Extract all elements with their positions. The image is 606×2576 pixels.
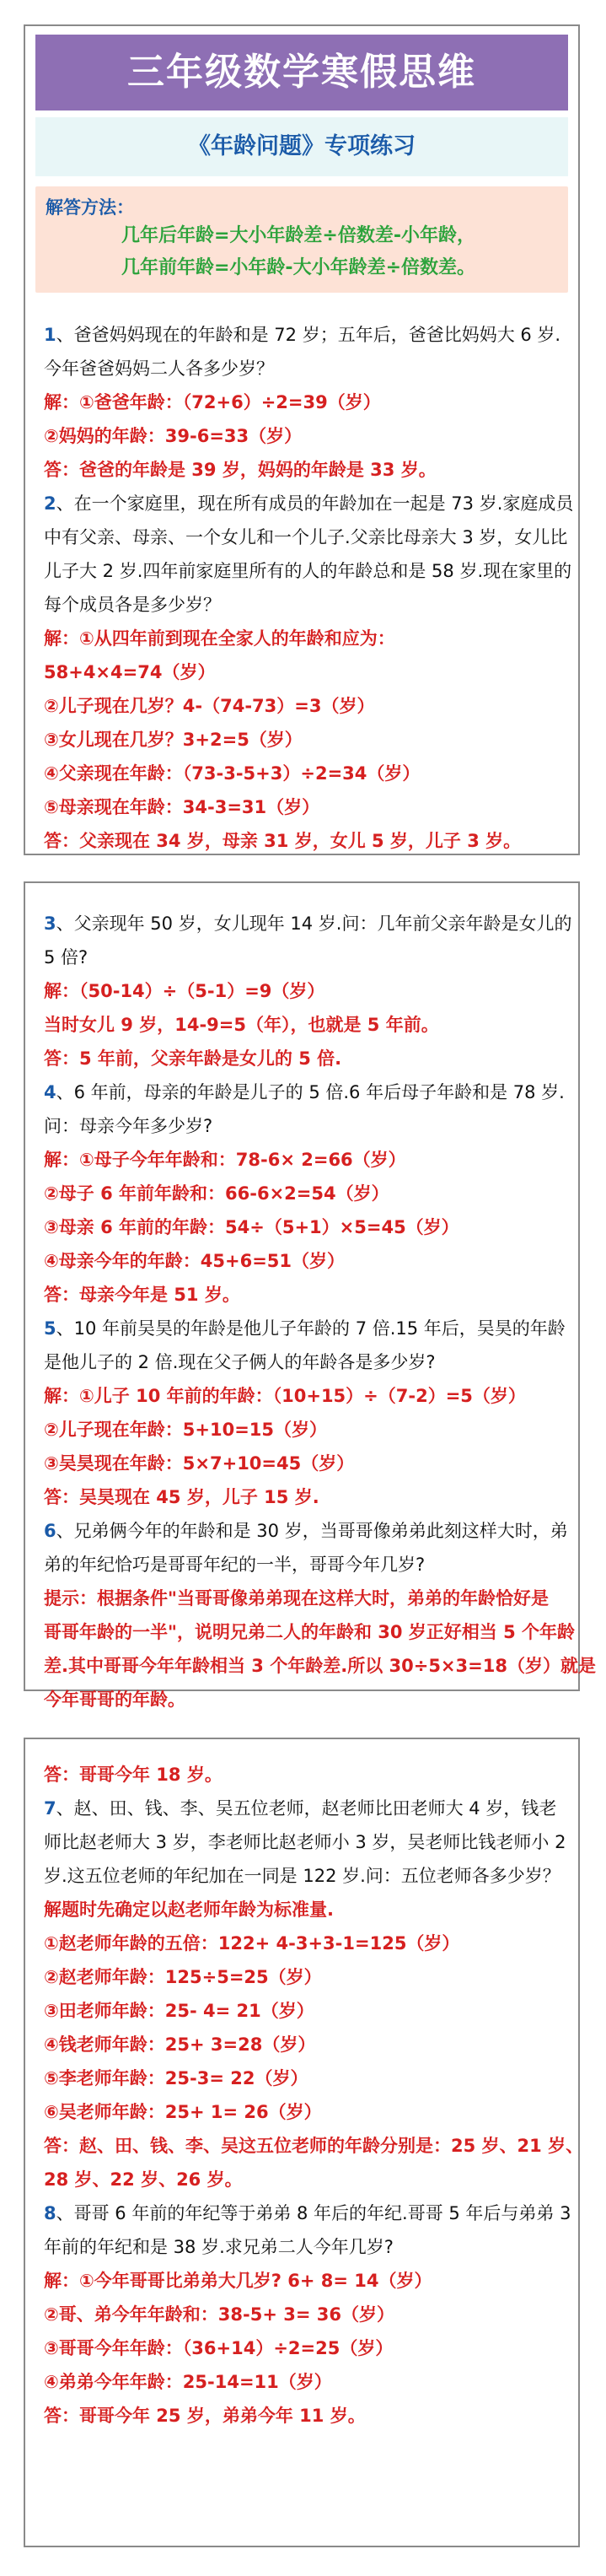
text-line: [44, 1447, 560, 1480]
solution-text: ②母子 6 年前年龄和：66-6×2=54（岁）: [44, 1183, 389, 1204]
solution-text: ③田老师年龄：25- 4= 21（岁）: [44, 2001, 314, 2021]
text-line: [44, 1244, 560, 1278]
text-line: [44, 1683, 560, 1716]
solution-text: ⑥吴老师年龄：25+ 1= 26（岁）: [44, 2102, 322, 2122]
text-line: [44, 1649, 596, 1683]
text-line: [44, 554, 572, 588]
solution-text: ④父亲现在年龄：（73-3-5+3）÷2=34（岁）: [44, 763, 421, 784]
question-text: 、10 年前吴昊的年龄是他儿子年龄的 7 倍.15 年后，吴昊的年龄: [56, 1318, 566, 1339]
page-1: [24, 24, 580, 855]
solution-text: ③吴昊现在年龄：5×7+10=45（岁）: [44, 1453, 355, 1474]
solution-text: 28 岁、22 岁、26 岁。: [44, 2169, 243, 2190]
question-text: 5 倍?: [44, 947, 88, 967]
text-line: [44, 1548, 560, 1582]
text-line: [44, 588, 560, 622]
solution-text: 当时女儿 9 岁，14-9=5（年），也就是 5 年前。: [44, 1015, 439, 1035]
solution-text: ⑤母亲现在年龄：34-3=31（岁）: [44, 797, 320, 817]
question-text: 儿子大 2 岁.四年前家庭里所有的人的年龄总和是 58 岁.现在家里的: [44, 561, 572, 581]
text-line: [44, 2331, 560, 2365]
text-line: [44, 1177, 560, 1210]
question-text: 每个成员各是多少岁？: [44, 595, 221, 615]
text-line: [44, 1758, 560, 1792]
question-text: 师比赵老师大 3 岁，李老师比赵老师小 3 岁，吴老师比钱老师小 2: [44, 1832, 566, 1852]
text-line: [44, 2028, 560, 2061]
solution-text: ④母亲今年的年龄：45+6=51（岁）: [44, 1251, 346, 1271]
solution-text: ②哥、弟今年年龄和：38-5+ 3= 36（岁）: [44, 2304, 394, 2325]
solution-text: 解：①爸爸年龄：（72+6）÷2=39（岁）: [44, 392, 381, 412]
solution-text: ③女儿现在几岁？3+2=5（岁）: [44, 730, 303, 750]
text-line: [44, 757, 560, 790]
text-line: [44, 1927, 560, 1960]
solution-text: 解：（50-14）÷（5-1）=9（岁）: [44, 981, 325, 1001]
solution-text: ③哥哥今年年龄：（36+14）÷2=25（岁）: [44, 2338, 394, 2358]
problem-number: 2: [44, 493, 56, 514]
question-text: 弟的年纪恰巧是哥哥年纪的一半，哥哥今年几岁?: [44, 1555, 426, 1575]
solution-text: ②赵老师年龄：125÷5=25（岁）: [44, 1967, 322, 1987]
text-line: [44, 1008, 560, 1042]
question-text: 、6 年前，母亲的年龄是儿子的 5 倍.6 年后母子年龄和是 78 岁.: [56, 1082, 565, 1102]
text-line: [44, 1345, 560, 1379]
text-line: [44, 907, 572, 940]
problem-number: 6: [44, 1521, 56, 1541]
solution-text: 答：哥哥今年 18 岁。: [44, 1765, 223, 1785]
solution-text: 答：赵、田、钱、李、吴这五位老师的年龄分别是：25 岁、21 岁、: [44, 2136, 584, 2156]
solution-text: 58+4×4=74（岁）: [44, 662, 216, 682]
solution-text: 答：吴昊现在 45 岁，儿子 15 岁.: [44, 1487, 319, 1507]
text-line: [44, 1143, 560, 1177]
text-line: [44, 1792, 560, 1825]
question-text: 中有父亲、母亲、一个女儿和一个儿子.父亲比母亲大 3 岁，女儿比: [44, 527, 568, 547]
text-line: [44, 824, 560, 858]
text-line: [44, 1960, 560, 1994]
problem-number: 8: [44, 2203, 56, 2223]
question-text: 、在一个家庭里，现在所有成员的年龄加在一起是 73 岁.家庭成员: [56, 493, 574, 514]
problem-number: 1: [44, 325, 56, 345]
text-line: [44, 419, 560, 453]
text-line: [44, 352, 560, 385]
solution-text: ④钱老师年龄：25+ 3=28（岁）: [44, 2034, 316, 2055]
problems-page-1: [25, 318, 578, 858]
text-line: [44, 1480, 560, 1514]
question-text: 岁.这五位老师的年纪加在一同是 122 岁.问：五位老师各多少岁？: [44, 1866, 560, 1886]
formula-line: 几年前年龄=小年龄-大小年龄差÷倍数差。: [121, 257, 475, 278]
problems-page-3: [25, 1758, 584, 2433]
problem-number: 4: [44, 1082, 56, 1102]
solution-text: 答：5 年前，父亲年龄是女儿的 5 倍.: [44, 1048, 342, 1069]
text-line: [44, 2230, 560, 2264]
solution-text: ①赵老师年龄的五倍：122+ 4-3+3-1=125（岁）: [44, 1933, 460, 1954]
text-line: [44, 974, 560, 1008]
page-subtitle: 《年龄问题》专项练习: [35, 117, 568, 176]
problems-page-2: [25, 907, 596, 1716]
solution-text: ②儿子现在几岁？4-（74-73）=3（岁）: [44, 696, 375, 716]
text-line: [44, 2095, 560, 2129]
text-line: [44, 1109, 560, 1143]
solution-text: 答：父亲现在 34 岁，母亲 31 岁，女儿 5 岁，儿子 3 岁。: [44, 831, 522, 851]
page-2: [24, 881, 596, 1710]
text-line: [44, 2264, 560, 2298]
solution-text: ⑤李老师年龄：25-3= 22（岁）: [44, 2068, 308, 2088]
solution-text: ③母亲 6 年前的年龄：54÷（5+1）×5=45（岁）: [44, 1217, 459, 1237]
text-line: [44, 723, 560, 757]
question-text: 、父亲现年 50 岁，女儿现年 14 岁.问：几年前父亲年龄是女儿的: [56, 913, 572, 934]
solution-text: 解题时先确定以赵老师年龄为标准量.: [44, 1900, 334, 1920]
method-label: 解答方法：: [46, 197, 134, 218]
problem-number: 7: [44, 1798, 56, 1819]
text-line: [44, 940, 560, 974]
method-box: [35, 186, 568, 293]
text-line: [44, 622, 560, 655]
text-line: [44, 2196, 571, 2230]
text-line: [44, 1615, 576, 1649]
solution-text: 解：①今年哥哥比弟弟大几岁? 6+ 8= 14（岁）: [44, 2271, 432, 2291]
text-line: [44, 689, 560, 723]
text-line: [44, 1312, 566, 1345]
text-line: [44, 1994, 560, 2028]
solution-text: 答：母亲今年是 51 岁。: [44, 1285, 240, 1305]
solution-text: 差.其中哥哥今年年龄相当 3 个年龄差.所以 30÷5×3=18（岁）就是: [44, 1656, 596, 1676]
question-text: 问：母亲今年多少岁?: [44, 1116, 213, 1136]
solution-text: 提示：根据条件"当哥哥像弟弟现在这样大时，弟弟的年龄恰好是: [44, 1588, 549, 1609]
question-text: 是他儿子的 2 倍.现在父子俩人的年龄各是多少岁?: [44, 1352, 436, 1372]
text-line: [44, 1413, 560, 1447]
solution-text: 今年哥哥的年龄。: [44, 1689, 185, 1710]
text-line: [44, 1278, 560, 1312]
text-line: [44, 385, 560, 419]
text-line: [44, 487, 574, 520]
text-line: [44, 1379, 560, 1413]
question-text: 年前的年纪和是 38 岁.求兄弟二人今年几岁?: [44, 2237, 394, 2257]
page-title: 三年级数学寒假思维: [35, 35, 568, 110]
text-line: [44, 2399, 560, 2433]
solution-text: 哥哥年龄的一半"，说明兄弟二人的年龄和 30 岁正好相当 5 个年龄: [44, 1622, 576, 1642]
text-line: [44, 1514, 568, 1548]
text-line: [44, 1210, 560, 1244]
question-text: 、兄弟俩今年的年龄和是 30 岁，当哥哥像弟弟此刻这样大时，弟: [56, 1521, 568, 1541]
solution-text: 解：①母子今年年龄和：78-6× 2=66（岁）: [44, 1150, 406, 1170]
text-line: [44, 1075, 565, 1109]
question-text: 、哥哥 6 年前的年纪等于弟弟 8 年后的年纪.哥哥 5 年后与弟弟 3: [56, 2203, 571, 2223]
text-line: [44, 453, 560, 487]
question-text: 、赵、田、钱、李、吴五位老师，赵老师比田老师大 4 岁，钱老: [56, 1798, 557, 1819]
question-text: 、爸爸妈妈现在的年龄和是 72 岁；五年后，爸爸比妈妈大 6 岁.: [56, 325, 561, 345]
text-line: [44, 2061, 560, 2095]
text-line: [44, 318, 560, 352]
solution-text: 解：①从四年前到现在全家人的年龄和应为：: [44, 628, 395, 649]
formula-line: 几年后年龄=大小年龄差÷倍数差-小年龄，: [121, 225, 475, 246]
solution-text: 答：哥哥今年 25 岁，弟弟今年 11 岁。: [44, 2406, 366, 2426]
problem-number: 5: [44, 1318, 56, 1339]
solution-text: 解：①儿子 10 年前的年龄：（10+15）÷（7-2）=5（岁）: [44, 1386, 526, 1406]
text-line: [44, 1825, 566, 1859]
text-line: [44, 2163, 560, 2196]
text-line: [44, 1859, 560, 1893]
problem-number: 3: [44, 913, 56, 934]
solution-text: 答：爸爸的年龄是 39 岁，妈妈的年龄是 33 岁。: [44, 460, 437, 480]
solution-text: ④弟弟今年年龄：25-14=11（岁）: [44, 2372, 332, 2392]
text-line: [44, 1582, 560, 1615]
text-line: [44, 1893, 560, 1927]
text-line: [44, 1042, 560, 1075]
text-line: [44, 655, 560, 689]
text-line: [44, 520, 568, 554]
question-text: 今年爸爸妈妈二人各多少岁？: [44, 358, 274, 379]
solution-text: ②儿子现在年龄：5+10=15（岁）: [44, 1420, 328, 1440]
text-line: [44, 790, 560, 824]
text-line: [44, 2365, 560, 2399]
text-line: [44, 2298, 560, 2331]
solution-text: ②妈妈的年龄：39-6=33（岁）: [44, 426, 303, 446]
page-3: [24, 1738, 584, 2547]
text-line: [44, 2129, 584, 2163]
